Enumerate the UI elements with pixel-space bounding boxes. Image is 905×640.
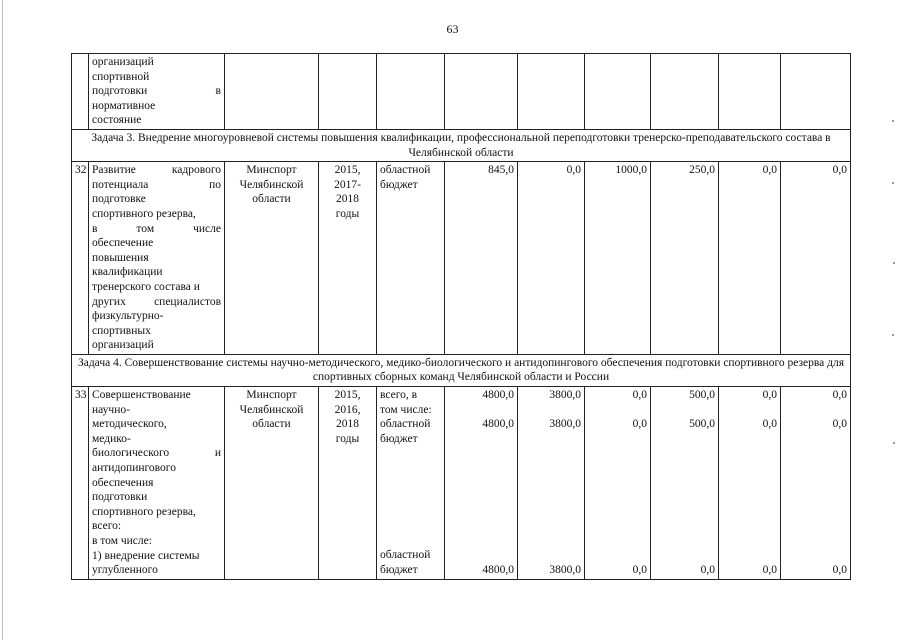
source-line: бюджет bbox=[380, 564, 418, 577]
period-line: годы bbox=[335, 432, 360, 445]
activity-name-line: всего: bbox=[92, 520, 122, 533]
value-regional: 3800,0 bbox=[549, 418, 581, 431]
executor-cell bbox=[225, 54, 319, 130]
executor-cell bbox=[225, 162, 319, 355]
activity-name-line: организаций bbox=[92, 339, 154, 352]
value-cell: 0,0 bbox=[781, 162, 851, 355]
activity-name-line: антидопингового bbox=[92, 462, 176, 475]
source-cell bbox=[377, 54, 445, 130]
value-spacer bbox=[588, 403, 647, 418]
activity-name-line: физкультурно- bbox=[92, 310, 164, 323]
activity-name-line: научно- bbox=[92, 403, 130, 416]
source-line: бюджет bbox=[380, 432, 418, 445]
activity-name-line: потенциала по bbox=[92, 178, 221, 191]
period-cell bbox=[319, 162, 377, 355]
activity-name-line: подготовки bbox=[92, 491, 148, 504]
value-regional: 0,0 bbox=[762, 418, 777, 431]
executor-line: Минспорт bbox=[246, 164, 297, 177]
source-line: областной bbox=[380, 164, 431, 177]
value-regional: 500,0 bbox=[689, 418, 715, 431]
value-cell: 1000,0 bbox=[585, 162, 651, 355]
value-cell bbox=[719, 54, 781, 130]
period-line: 2015, bbox=[334, 389, 361, 402]
period-line: 2017- bbox=[334, 178, 361, 191]
activity-name-line: углубленного bbox=[92, 564, 158, 577]
value-spacer bbox=[588, 432, 647, 563]
value-sub1: 0,0 bbox=[762, 563, 777, 576]
activity-name-line: биологического и bbox=[92, 447, 221, 460]
value-spacer bbox=[448, 403, 514, 418]
activity-name-line: нормативное bbox=[92, 99, 156, 112]
value-spacer bbox=[448, 432, 514, 563]
value-cell-4 bbox=[651, 387, 719, 580]
value-total: 0,0 bbox=[762, 389, 777, 402]
activity-name-cell bbox=[89, 162, 225, 355]
table-row-33 bbox=[72, 387, 851, 580]
value-spacer bbox=[521, 432, 581, 563]
source-cell bbox=[377, 162, 445, 355]
value-spacer bbox=[654, 403, 715, 418]
value-cell: 845,0 bbox=[445, 162, 518, 355]
source-line: том числе: bbox=[380, 403, 432, 416]
value-regional: 4800,0 bbox=[482, 418, 514, 431]
value-sub1: 3800,0 bbox=[549, 563, 581, 576]
activity-name-line: других специалистов bbox=[92, 295, 221, 308]
period-line: 2018 bbox=[336, 193, 359, 206]
value-cell-6 bbox=[781, 387, 851, 580]
task-3-heading: Задача 3. Внедрение многоуровневой системы повышения квалификации, профессиональной переподготовки тренерско-преподавательского состава в Челябинской области bbox=[72, 129, 851, 161]
value-regional: 0,0 bbox=[832, 418, 847, 431]
page-number: 63 bbox=[446, 22, 459, 36]
value-cell-1 bbox=[445, 387, 518, 580]
value-cell: 0,0 bbox=[719, 162, 781, 355]
value-cell bbox=[518, 54, 585, 130]
activity-name-line: методического, bbox=[92, 418, 167, 431]
period-line: 2018 bbox=[336, 418, 359, 431]
value-sub1: 0,0 bbox=[632, 563, 647, 576]
value-cell bbox=[585, 54, 651, 130]
period-line: 2015, bbox=[334, 164, 361, 177]
activity-name-line: тренерского состава и bbox=[92, 280, 200, 293]
value-sub1: 0,0 bbox=[700, 563, 715, 576]
period-line: годы bbox=[335, 207, 360, 220]
activity-name-line: подготовке bbox=[92, 193, 146, 206]
activity-name-line: спортивного резерва, bbox=[92, 505, 196, 518]
activity-name-line: организаций bbox=[92, 56, 154, 68]
activity-name-line: обеспечение bbox=[92, 237, 154, 250]
value-regional: 0,0 bbox=[632, 418, 647, 431]
activity-name-line: Совершенствование bbox=[92, 389, 191, 402]
value-spacer bbox=[722, 403, 777, 418]
row-number-cell bbox=[72, 54, 89, 130]
table-row-32 bbox=[72, 162, 851, 355]
executor-line: Челябинской bbox=[239, 403, 304, 416]
value-total: 0,0 bbox=[632, 389, 647, 402]
value-spacer bbox=[784, 432, 847, 563]
value-total: 3800,0 bbox=[549, 389, 581, 402]
scan-speck bbox=[893, 262, 895, 264]
table-row-continuation bbox=[72, 54, 851, 130]
activity-name-line: в том числе bbox=[92, 222, 221, 235]
activity-name-cell bbox=[89, 387, 225, 580]
executor-line: области bbox=[252, 418, 291, 431]
executor-line: области bbox=[252, 193, 291, 206]
value-spacer bbox=[784, 403, 847, 418]
value-spacer bbox=[521, 403, 581, 418]
executor-cell bbox=[225, 387, 319, 580]
program-activities-table bbox=[71, 53, 851, 580]
activity-name-line: состояние bbox=[92, 114, 142, 127]
activity-name-cell bbox=[89, 54, 225, 130]
activity-name-line: медико- bbox=[92, 432, 131, 445]
value-total: 500,0 bbox=[689, 389, 715, 402]
activity-name-line: квалификации bbox=[92, 266, 163, 279]
source-line: областной bbox=[380, 418, 431, 431]
activity-name-line: повышения bbox=[92, 251, 149, 264]
scan-speck bbox=[892, 120, 894, 122]
activity-name-line: Развитие кадрового bbox=[92, 164, 221, 177]
source-line: областной bbox=[380, 549, 431, 562]
value-sub1: 4800,0 bbox=[482, 563, 514, 576]
source-line: всего, в bbox=[380, 389, 418, 402]
task-header-row bbox=[72, 354, 851, 386]
executor-line: Минспорт bbox=[246, 389, 297, 402]
task-header-row bbox=[72, 129, 851, 161]
activity-name-line: обеспечения bbox=[92, 476, 154, 489]
period-cell bbox=[319, 387, 377, 580]
activity-name-line: спортивного резерва, bbox=[92, 207, 196, 220]
activity-name-line: подготовки в bbox=[92, 85, 221, 98]
value-sub1: 0,0 bbox=[832, 563, 847, 576]
value-spacer bbox=[654, 432, 715, 563]
task-4-heading: Задача 4. Совершенствование системы научно-методического, медико-биологического и антидопингового обеспечения подготовки спортивного резерва для спортивных сборных команд Челябинской области и России bbox=[72, 354, 851, 386]
executor-line: Челябинской bbox=[239, 178, 304, 191]
value-cell bbox=[445, 54, 518, 130]
value-cell: 250,0 bbox=[651, 162, 719, 355]
value-total: 0,0 bbox=[832, 389, 847, 402]
period-line: 2016, bbox=[334, 403, 361, 416]
scan-speck bbox=[892, 334, 894, 336]
value-cell bbox=[781, 54, 851, 130]
activity-name-line: спортивной bbox=[92, 70, 150, 83]
row-number-cell: 32 bbox=[72, 162, 89, 355]
source-cell bbox=[377, 387, 445, 580]
value-cell: 0,0 bbox=[518, 162, 585, 355]
row-number-cell: 33 bbox=[72, 387, 89, 580]
value-total: 4800,0 bbox=[482, 389, 514, 402]
activity-name-line: спортивных bbox=[92, 324, 151, 337]
value-cell-5 bbox=[719, 387, 781, 580]
value-cell bbox=[651, 54, 719, 130]
activity-name-line: в том числе: bbox=[92, 535, 152, 547]
period-cell bbox=[319, 54, 377, 130]
value-cell-3 bbox=[585, 387, 651, 580]
scan-speck bbox=[892, 182, 894, 184]
scan-edge-line bbox=[2, 0, 3, 640]
source-spacer bbox=[380, 446, 441, 548]
source-line: бюджет bbox=[380, 178, 418, 191]
activity-name-line: 1) внедрение системы bbox=[92, 549, 200, 562]
value-cell-2 bbox=[518, 387, 585, 580]
scan-speck bbox=[893, 442, 895, 444]
value-spacer bbox=[722, 432, 777, 563]
